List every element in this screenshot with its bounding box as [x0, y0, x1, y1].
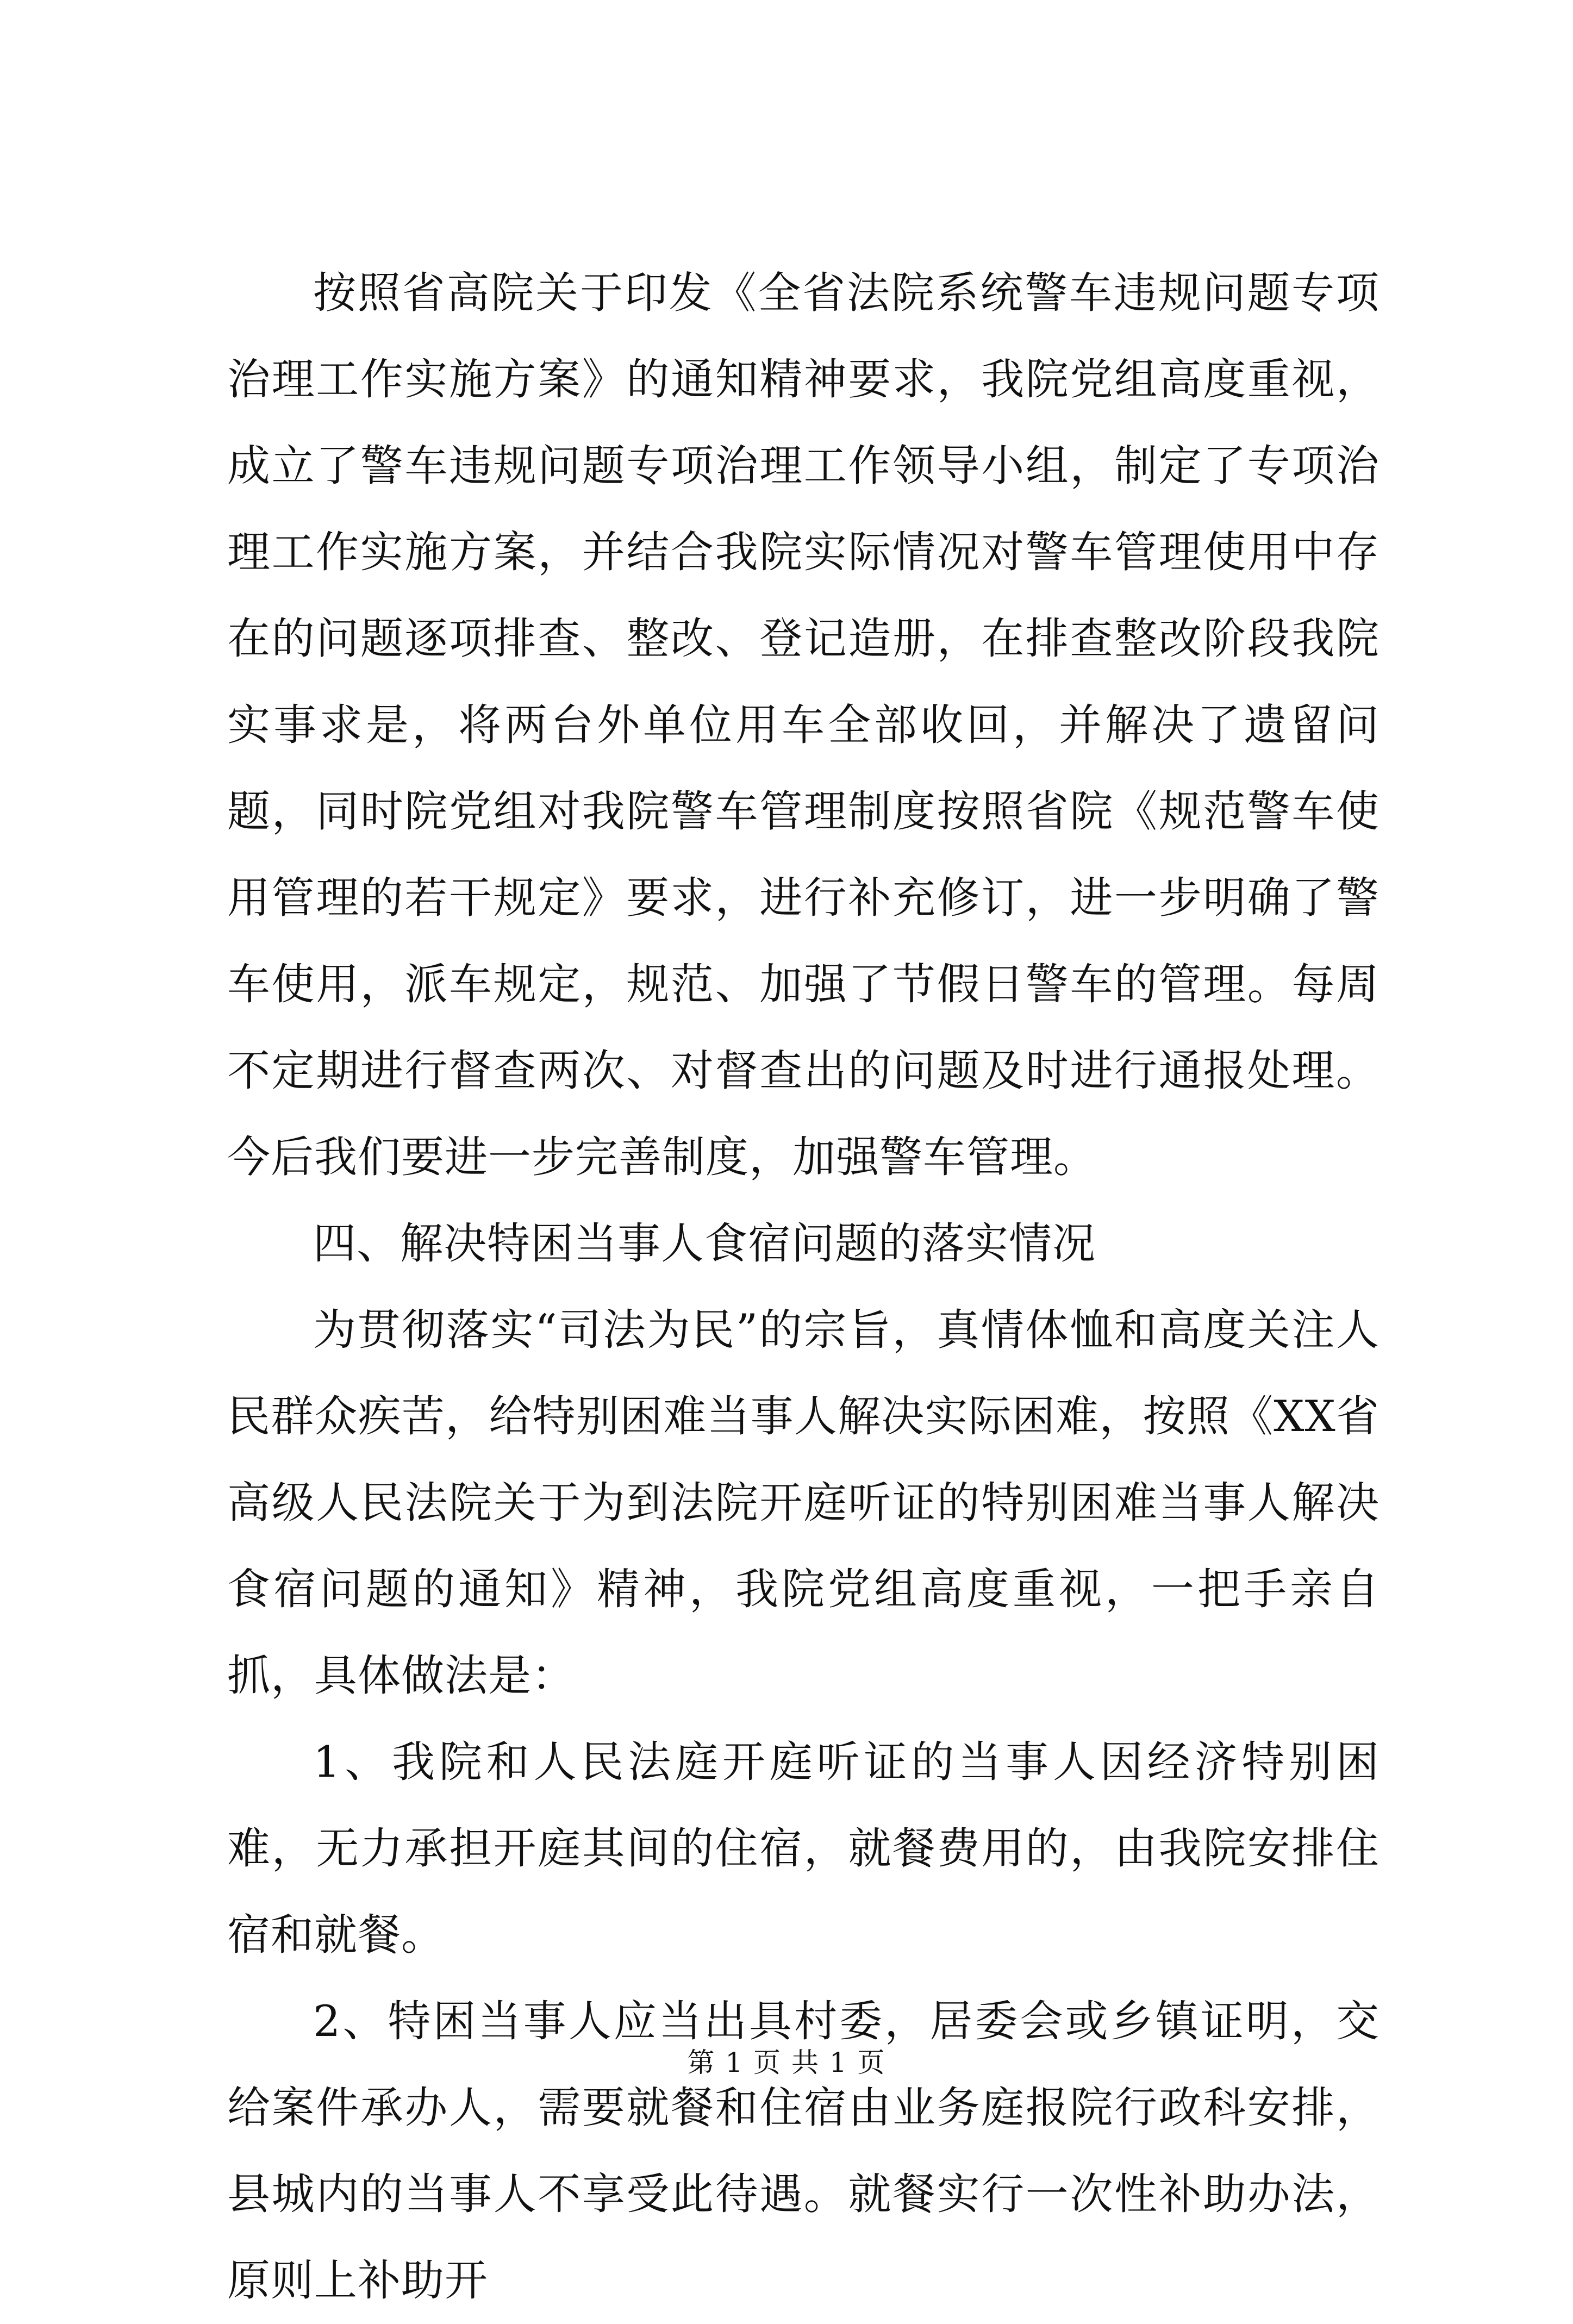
paragraph-item-2: 2、特困当事人应当出具村委，居委会或乡镇证明，交给案件承办人，需要就餐和住宿由业务庭报院行政科安排，县城内的当事人不享受此待遇。就餐实行一次性补助办法，原则上补助开 — [227, 1996, 1380, 2306]
paragraph-item-1: 1、我院和人民法庭开庭听证的当事人因经济特别困难，无力承担开庭其间的住宿，就餐费用的，由我院安排住宿和就餐。 — [227, 1737, 1380, 1960]
page-footer: 第 1 页 共 1 页 — [687, 2047, 886, 2078]
section-heading-four: 四、解决特困当事人食宿问题的落实情况 — [313, 1219, 1096, 1269]
document-body — [227, 250, 1380, 2324]
paragraph-justice-for-people: 为贯彻落实“司法为民”的宗旨，真情体恤和高度关注人民群众疾苦，给特别困难当事人解决实际困难，按照《XX省高级人民法院关于为到法院开庭听证的特别困难当事人解决食宿问题的通知》精神，我院党组高度重视，一把手亲自抓，具体做法是： — [227, 1305, 1380, 1701]
paragraph-vehicle-rectification: 按照省高院关于印发《全省法院系统警车违规问题专项治理工作实施方案》的通知精神要求，我院党组高度重视，成立了警车违规问题专项治理工作领导小组，制定了专项治理工作实施方案，并结合我院实际情况对警车管理使用中存在的问题逐项排查、整改、登记造册，在排查整改阶段我院实事求是，将两台外单位用车全部收回，并解决了遗留问题，同时院党组对我院警车管理制度按照省院《规范警车使用管理的若干规定》要求，进行补充修订，进一步明确了警车使用，派车规定，规范、加强了节假日警车的管理。每周不定期进行督查两次、对督查出的问题及时进行通报处理。今后我们要进一步完善制度，加强警车管理。 — [227, 268, 1380, 1182]
